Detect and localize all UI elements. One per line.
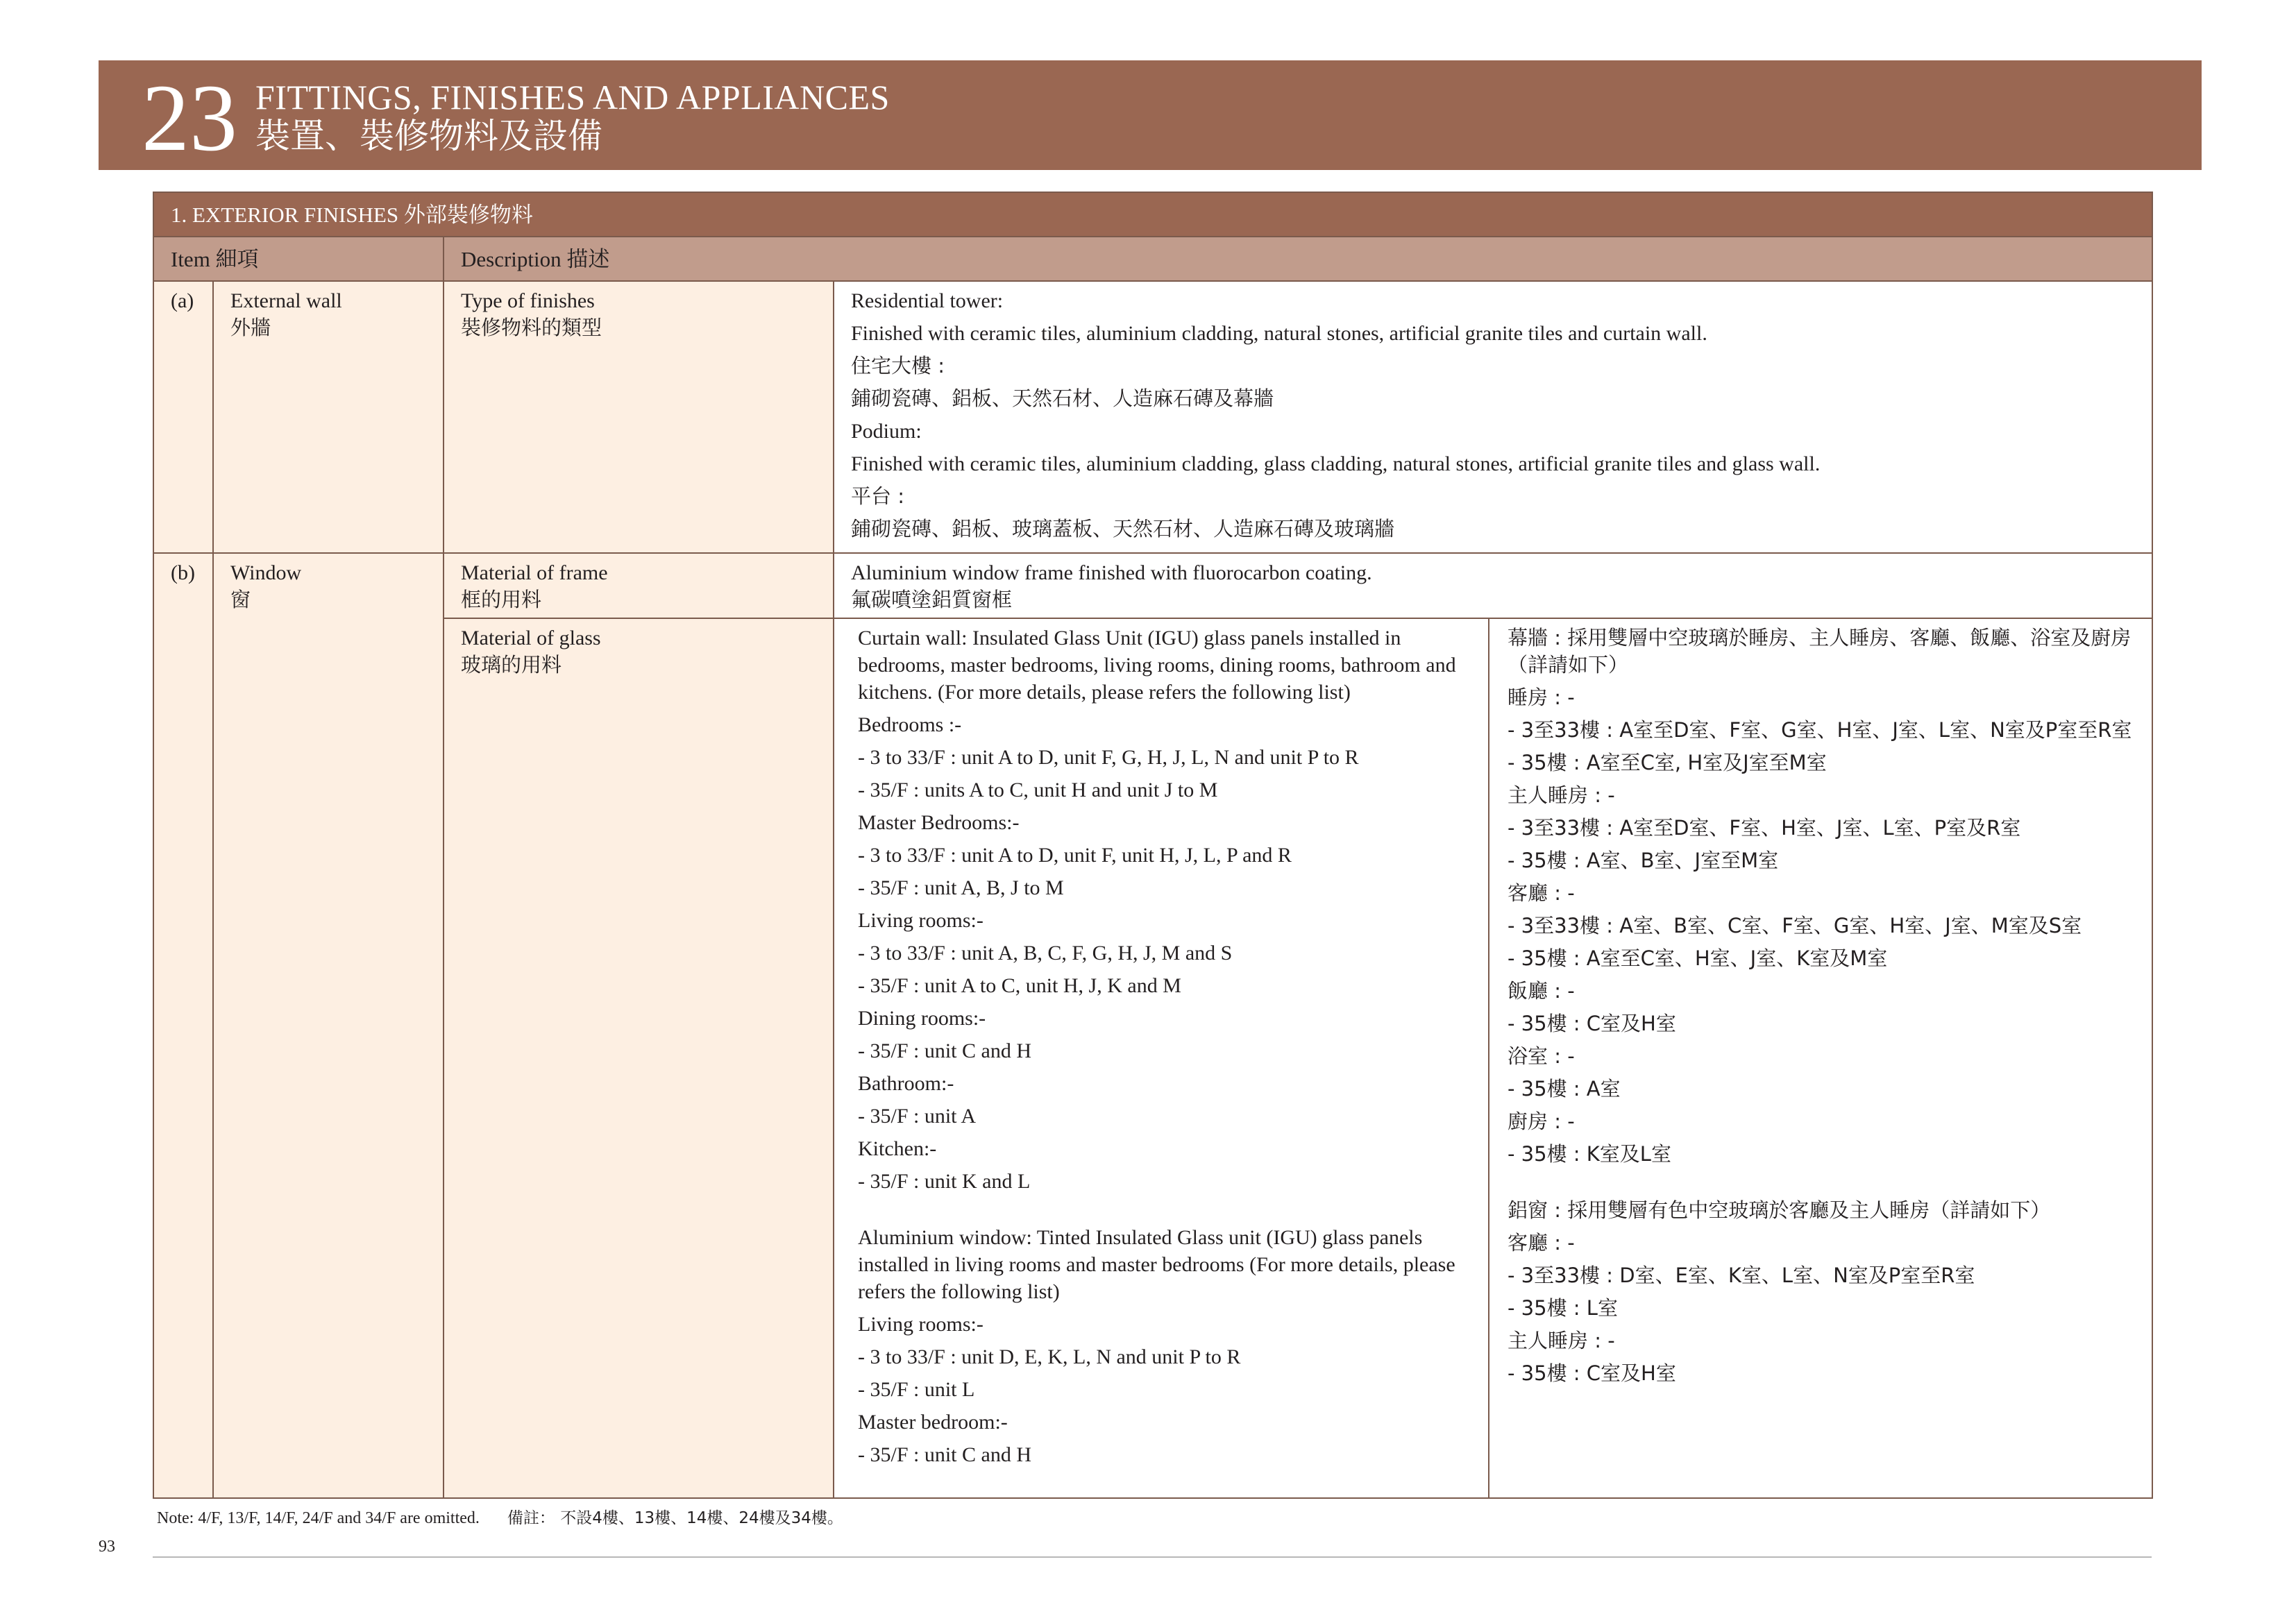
desc-line: 鋪砌瓷磚、鋁板、玻璃蓋板、天然石材、人造麻石磚及玻璃牆: [851, 517, 1395, 541]
col-header-item: Item 細項: [153, 237, 444, 281]
subitem-label-zh: 裝修物料的類型: [461, 316, 602, 339]
row-code: (b): [153, 553, 213, 1498]
subitem-label: [444, 281, 834, 553]
glass-description-zh: [1489, 618, 2152, 1498]
list-item: - 35/F : unit K and L: [858, 1170, 1031, 1193]
glass-list-en-curtain-wall: [858, 711, 1478, 1195]
list-item: Living rooms:-: [858, 909, 984, 932]
desc-line: 氟碳噴塗鋁質窗框: [851, 588, 1013, 611]
list-item: Dining rooms:-: [858, 1007, 986, 1030]
list-item: Living rooms:-: [858, 1313, 984, 1336]
list-item: 飯廳 : -: [1508, 979, 1575, 1003]
subitem-label-en: Material of glass: [461, 627, 601, 649]
list-item: 廚房 : -: [1508, 1110, 1575, 1133]
section-title-en: FITTINGS, FINISHES AND APPLIANCES: [255, 78, 890, 117]
list-item: - 35/F : unit A: [858, 1105, 977, 1128]
list-item: - 35樓 : C室及H室: [1508, 1012, 1676, 1035]
list-item: - 35/F : unit L: [858, 1378, 975, 1401]
section-number: 23: [142, 65, 237, 171]
row-code: (a): [153, 281, 213, 553]
footnote: [157, 1507, 843, 1529]
list-item: - 35/F : units A to C, unit H and unit J to M: [858, 779, 1218, 801]
list-item: - 35樓 : C室及H室: [1508, 1361, 1676, 1385]
glass-intro-zh: 鋁窗 : 採用雙層有色中空玻璃於客廳及主人睡房（詳請如下）: [1508, 1198, 2051, 1222]
list-item: - 35/F : unit C and H: [858, 1443, 1032, 1466]
page-number: 93: [99, 1538, 115, 1556]
desc-line: Residential tower:: [851, 289, 1004, 312]
item-name-zh: 窗: [230, 588, 251, 611]
desc-line: 平台 :: [851, 484, 904, 508]
exterior-finishes-table: [153, 192, 2153, 1499]
item-name-en: Window: [230, 561, 302, 584]
list-item: 浴室 : -: [1508, 1044, 1575, 1068]
list-item: 客廳 : -: [1508, 881, 1575, 905]
item-name-zh: 外牆: [230, 316, 271, 339]
desc-line: Aluminium window frame finished with fluorocarbon coating.: [851, 561, 1372, 584]
section-banner: [99, 60, 2202, 170]
item-name: [213, 553, 444, 1498]
list-item: Master bedroom:-: [858, 1411, 1008, 1434]
subitem-label-en: Type of finishes: [461, 289, 595, 312]
subitem-label-zh: 玻璃的用料: [461, 653, 562, 677]
section-title-zh: 裝置、裝修物料及設備: [255, 117, 602, 155]
item-name: [213, 281, 444, 553]
list-item: - 35/F : unit C and H: [858, 1039, 1032, 1062]
table-row-external-wall: [153, 281, 2152, 553]
list-item: 客廳 : -: [1508, 1231, 1575, 1255]
list-item: - 3至33樓 : D室、E室、K室、L室、N室及P室至R室: [1508, 1264, 1975, 1287]
list-item: - 3 to 33/F : unit A to D, unit F, G, H, J, L, N and unit P to R: [858, 746, 1359, 769]
footnote-en: Note: 4/F, 13/F, 14/F, 24/F and 34/F are omitted.: [157, 1509, 480, 1527]
list-item: - 35/F : unit A to C, unit H, J, K and M: [858, 974, 1181, 997]
list-item: - 3至33樓 : A室、B室、C室、F室、G室、H室、J室、M室及S室: [1508, 914, 2082, 937]
list-item: - 35樓 : A室: [1508, 1077, 1621, 1101]
list-item: 睡房 : -: [1508, 686, 1575, 709]
glass-intro-en: Aluminium window: Tinted Insulated Glass unit (IGU) glass panels installed in living rooms and master bedrooms (For more details, please refers the following list): [858, 1226, 1455, 1303]
list-item: - 35樓 : A室、B室、J室至M室: [1508, 849, 1779, 872]
desc-line: Finished with ceramic tiles, aluminium cladding, glass cladding, natural stones, artificial granite tiles and glass wall.: [851, 452, 1821, 475]
subitem-label: [444, 553, 834, 618]
footer-rule: [153, 1556, 2152, 1558]
list-item: 主人睡房 : -: [1508, 783, 1615, 807]
list-item: - 3 to 33/F : unit D, E, K, L, N and unit P to R: [858, 1345, 1241, 1368]
desc-line: Podium:: [851, 420, 922, 443]
glass-list-en-aluminium-window: [858, 1311, 1478, 1468]
list-item: - 35/F : unit A, B, J to M: [858, 876, 1064, 899]
list-item: Master Bedrooms:-: [858, 811, 1020, 834]
glass-description-en: [834, 618, 1489, 1498]
list-item: Kitchen:-: [858, 1137, 937, 1160]
list-item: Bathroom:-: [858, 1072, 954, 1095]
glass-list-zh-curtain-wall: [1508, 684, 2142, 1168]
subitem-label-en: Material of frame: [461, 561, 608, 584]
list-item: - 35樓 : A室至C室, H室及J室至M室: [1508, 751, 1827, 774]
glass-intro-en: Curtain wall: Insulated Glass Unit (IGU) glass panels installed in bedrooms, master bedrooms, living rooms, dining rooms, bathroom and kitchens. (For more details, please refers the following list): [858, 627, 1456, 704]
list-item: - 3至33樓 : A室至D室、F室、G室、H室、J室、L室、N室及P室至R室: [1508, 718, 2132, 742]
glass-list-zh-aluminium-window: [1508, 1230, 2142, 1387]
item-name-en: External wall: [230, 289, 342, 312]
table-header-row: [153, 237, 2152, 281]
glass-intro-zh: 幕牆 : 採用雙層中空玻璃於睡房、主人睡房、客廳、飯廳、浴室及廚房（詳請如下）: [1508, 626, 2132, 677]
list-item: - 3至33樓 : A室至D室、F室、H室、J室、L室、P室及R室: [1508, 816, 2021, 840]
description-cell: [834, 553, 2152, 618]
subitem-label-zh: 框的用料: [461, 588, 542, 611]
description-cell: [834, 281, 2152, 553]
list-item: - 35樓 : K室及L室: [1508, 1142, 1671, 1166]
list-item: - 3 to 33/F : unit A, B, C, F, G, H, J, M and S: [858, 942, 1233, 965]
list-item: - 3 to 33/F : unit A to D, unit F, unit H, J, L, P and R: [858, 844, 1292, 867]
list-item: 主人睡房 : -: [1508, 1329, 1615, 1352]
desc-line: 住宅大樓 :: [851, 354, 945, 377]
section-title: 1. EXTERIOR FINISHES 外部裝修物料: [153, 192, 2152, 237]
list-item: - 35樓 : L室: [1508, 1296, 1618, 1320]
col-header-description: Description 描述: [444, 237, 2152, 281]
subitem-label: [444, 618, 834, 1498]
list-item: Bedrooms :-: [858, 713, 962, 736]
table-row-window-glass: [153, 618, 2152, 1498]
table-section-row: [153, 192, 2152, 237]
footnote-zh: 備註： 不設4樓、13樓、14樓、24樓及34樓。: [507, 1509, 843, 1527]
desc-line: Finished with ceramic tiles, aluminium cladding, natural stones, artificial granite tiles and curtain wall.: [851, 322, 1707, 345]
desc-line: 鋪砌瓷磚、鋁板、天然石材、人造麻石磚及幕牆: [851, 386, 1274, 410]
list-item: - 35樓 : A室至C室、H室、J室、K室及M室: [1508, 946, 1888, 970]
table-row-window-frame: [153, 553, 2152, 618]
